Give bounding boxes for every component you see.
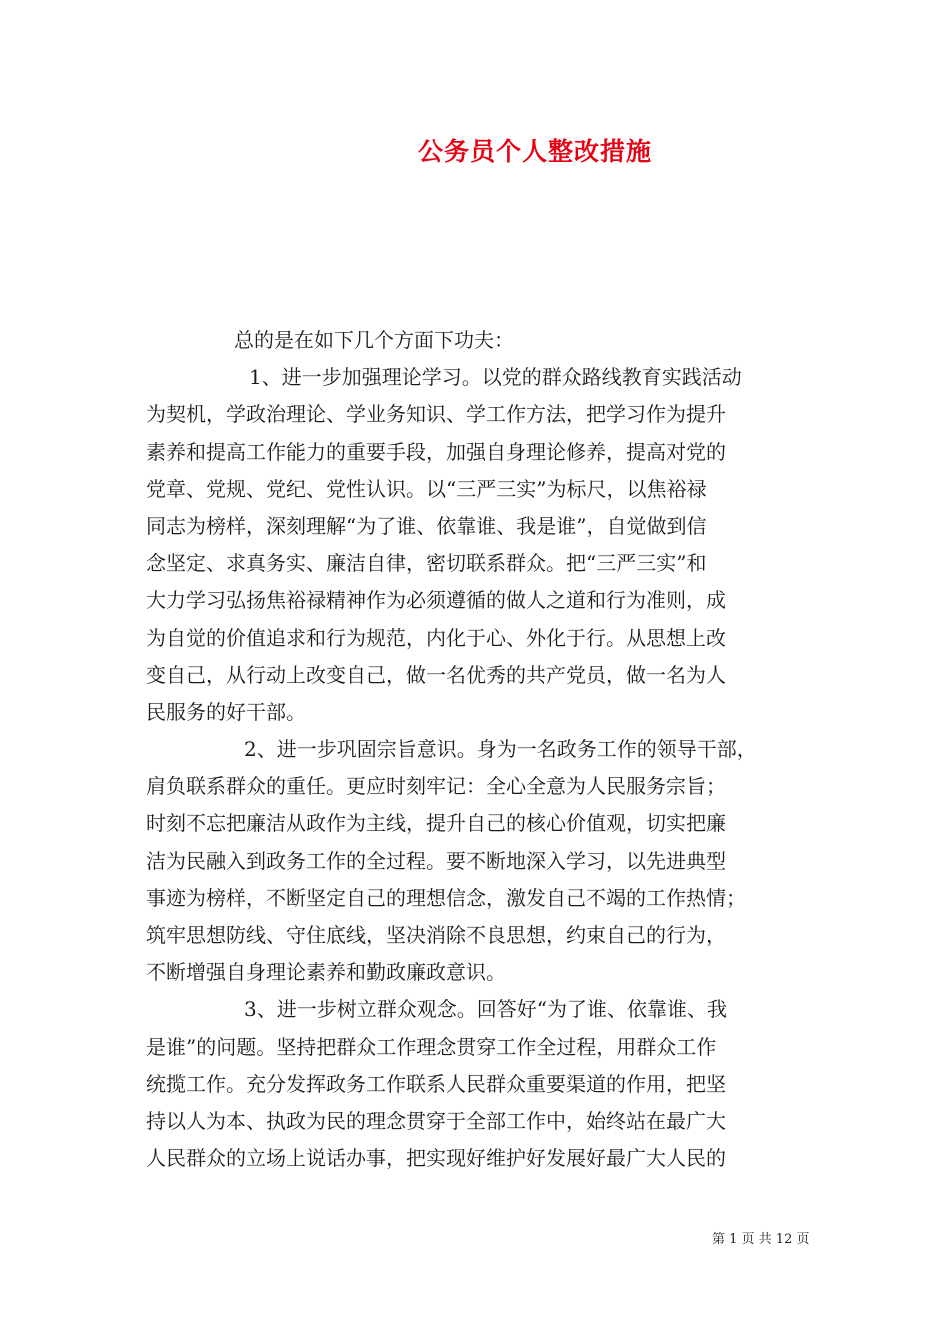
text-line: 3、进一步树立群众观念。回答好“为了谁、依靠谁、我: [244, 997, 727, 1022]
document-title: 公务员个人整改措施: [417, 137, 652, 166]
text-line: 念坚定、求真务实、廉洁自律，密切联系群众。把“三严三实”和: [146, 551, 707, 576]
text-line: 持以人为本、执政为民的理念贯穿于全部工作中，始终站在最广大: [146, 1108, 726, 1133]
paragraph-1: [146, 359, 816, 731]
text-line: 事迹为榜样，不断坚定自己的理想信念，激发自己不竭的工作热情；: [146, 885, 746, 910]
text-line: 为契机，学政治理论、学业务知识、学工作方法，把学习作为提升: [146, 402, 726, 427]
text-line: 素养和提高工作能力的重要手段，加强自身理论修养，提高对党的: [146, 439, 726, 464]
text-line: 人民群众的立场上说话办事，把实现好维护好发展好最广大人民的: [146, 1146, 726, 1171]
text-line: 为自觉的价值追求和行为规范，内化于心、外化于行。从思想上改: [146, 625, 726, 650]
text-line: 大力学习弘扬焦裕禄精神作为必须遵循的做人之道和行为准则，成: [146, 588, 726, 613]
text-line: 肩负联系群众的重任。更应时刻牢记：全心全意为人民服务宗旨；: [146, 774, 726, 799]
document-body: [146, 322, 816, 1177]
text-line: 筑牢思想防线、守住底线，坚决消除不良思想，约束自己的行为，: [146, 923, 726, 947]
paragraph-intro: [146, 322, 816, 359]
text-line: 变自己，从行动上改变自己，做一名优秀的共产党员，做一名为人: [146, 662, 726, 687]
text-line: 统揽工作。充分发挥政务工作联系人民群众重要渠道的作用，把坚: [146, 1071, 726, 1096]
paragraph-2: [146, 731, 816, 991]
text-line: 时刻不忘把廉洁从政作为主线，提升自己的核心价值观，切实把廉: [146, 811, 726, 836]
page-footer: 第 1 页 共 12 页: [712, 1232, 810, 1247]
paragraph-3: [146, 991, 816, 1177]
text-line: 同志为榜样，深刻理解“为了谁、依靠谁、我是谁”，自觉做到信: [146, 513, 707, 538]
text-line: 2、进一步巩固宗旨意识。身为一名政务工作的领导干部，: [244, 737, 757, 762]
text-line: 是谁”的问题。坚持把群众工作理念贯穿工作全过程，用群众工作: [146, 1034, 717, 1059]
text-line: 民服务的好干部。: [146, 699, 306, 724]
text-line: 总的是在如下几个方面下功夫：: [234, 328, 514, 352]
text-line: 1、进一步加强理论学习。以党的群众路线教育实践活动: [249, 365, 742, 390]
text-line: 党章、党规、党纪、党性认识。以“三严三实”为标尺，以焦裕禄: [146, 476, 707, 501]
text-line: 洁为民融入到政务工作的全过程。要不断地深入学习，以先进典型: [146, 848, 726, 873]
text-line: 不断增强自身理论素养和勤政廉政意识。: [146, 960, 506, 985]
